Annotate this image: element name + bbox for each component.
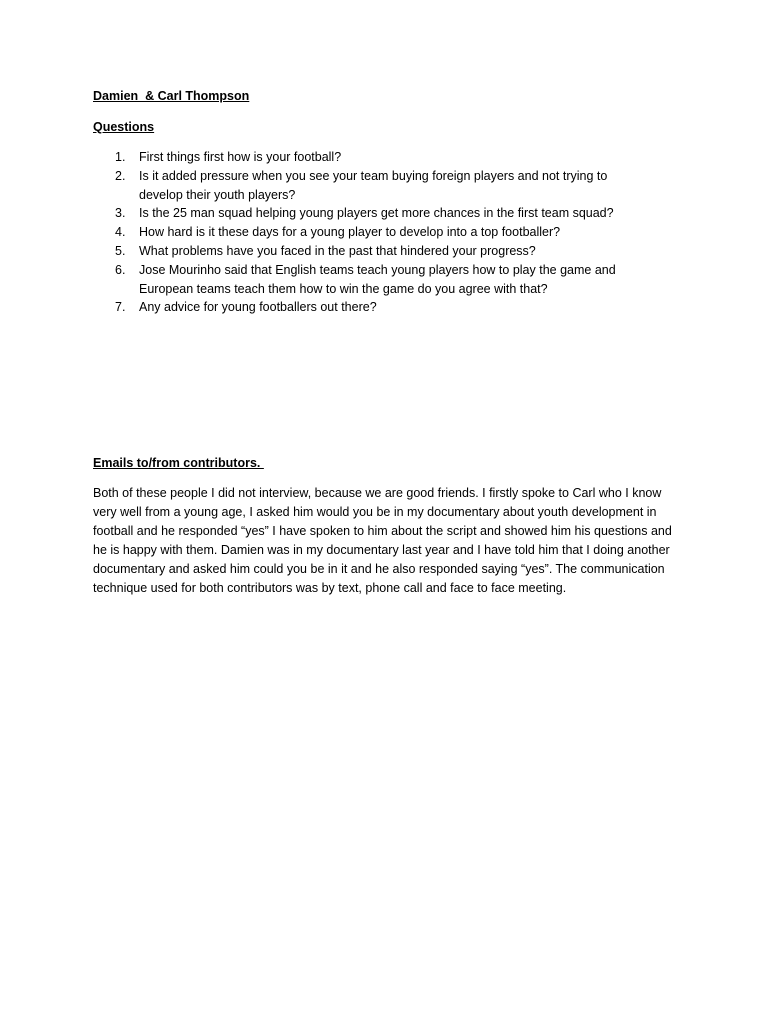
question-text: How hard is it these days for a young player to develop into a top footballer?	[139, 225, 561, 240]
question-number: 2.	[115, 168, 126, 183]
question-text: What problems have you faced in the past that hindered your progress?	[139, 243, 536, 258]
question-text: First things first how is your football?	[139, 150, 342, 164]
questions-list	[93, 148, 653, 317]
document-title: Damien & Carl Thompson	[93, 89, 250, 103]
question-text: Is it added pressure when you see your team buying foreign players and not trying to develop their youth players?	[139, 168, 608, 202]
question-number: 3.	[115, 206, 126, 221]
emails-heading: Emails to/from contributors.	[93, 456, 264, 470]
question-item	[93, 204, 653, 223]
question-number: 1.	[115, 150, 126, 164]
question-text: Jose Mourinho said that English teams teach young players how to play the game and European teams teach them how to win the game do you agree with that?	[139, 262, 616, 296]
question-item	[93, 148, 653, 167]
question-item	[93, 261, 653, 299]
question-item	[93, 242, 653, 261]
question-item	[93, 298, 653, 317]
questions-heading: Questions	[93, 120, 155, 134]
question-item	[93, 167, 653, 205]
question-text: Any advice for young footballers out there?	[139, 300, 377, 315]
question-number: 6.	[115, 262, 126, 277]
question-number: 4.	[115, 225, 126, 240]
emails-body-paragraph: Both of these people I did not interview, because we are good friends. I firstly spoke to Carl who I know very well from a young age, I asked him would you be in my documentary about youth development in football and he responded “yes” I have spoken to him about the script and showed him his questions and he is happy with them. Damien was in my documentary last year and I have told him that I doing another documentary and asked him could you be in it and he also responded saying “yes”. The communication technique used for both contributors was by text, phone call and face to face meeting.	[93, 486, 672, 595]
question-number: 5.	[115, 243, 126, 258]
question-number: 7.	[115, 300, 126, 315]
question-text: Is the 25 man squad helping young players get more chances in the first team squad?	[139, 206, 614, 221]
question-item	[93, 223, 653, 242]
